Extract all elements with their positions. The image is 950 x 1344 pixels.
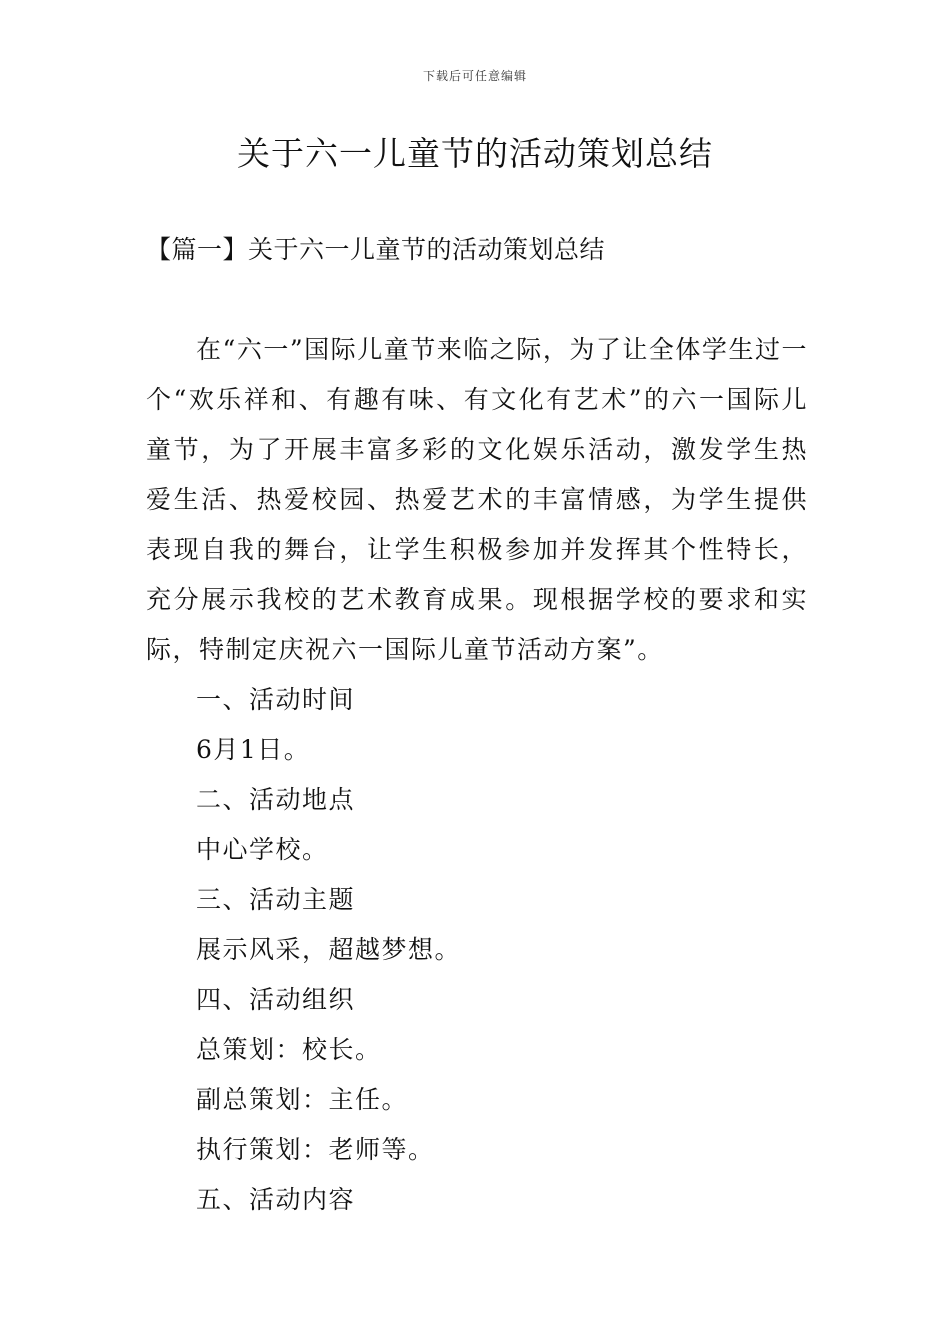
text-activity-theme: 展示风采，超越梦想。: [196, 935, 462, 964]
document-body: [146, 325, 808, 1225]
heading-activity-location: 二、活动地点: [196, 785, 356, 814]
text-executive-planner: 执行策划：老师等。: [196, 1135, 435, 1164]
heading-activity-time: 一、活动时间: [196, 685, 356, 714]
intro-paragraph: 在“六一”国际儿童节来临之际，为了让全体学生过一个“欢乐祥和、有趣有味、有文化有艺术”的六一国际儿童节，为了开展丰富多彩的文化娱乐活动，激发学生热爱生活、热爱校园、热爱艺术的丰富情感，为学生提供表现自我的舞台，让学生积极参加并发挥其个性特长，充分展示我校的艺术教育成果。现根据学校的要求和实际，特制定庆祝六一国际儿童节活动方案”。: [146, 335, 808, 664]
text-activity-date: 6月1日。: [196, 735, 311, 764]
heading-activity-content: 五、活动内容: [196, 1185, 356, 1214]
heading-activity-theme: 三、活动主题: [196, 885, 356, 914]
text-activity-location: 中心学校。: [196, 835, 329, 864]
text-deputy-planner: 副总策划：主任。: [196, 1085, 409, 1114]
section-heading: 【篇一】关于六一儿童节的活动策划总结: [146, 235, 606, 264]
document-title: 关于六一儿童节的活动策划总结: [237, 134, 713, 173]
heading-activity-organization: 四、活动组织: [196, 985, 356, 1014]
text-chief-planner: 总策划：校长。: [196, 1035, 382, 1064]
header-note: 下载后可任意编辑: [422, 69, 527, 83]
